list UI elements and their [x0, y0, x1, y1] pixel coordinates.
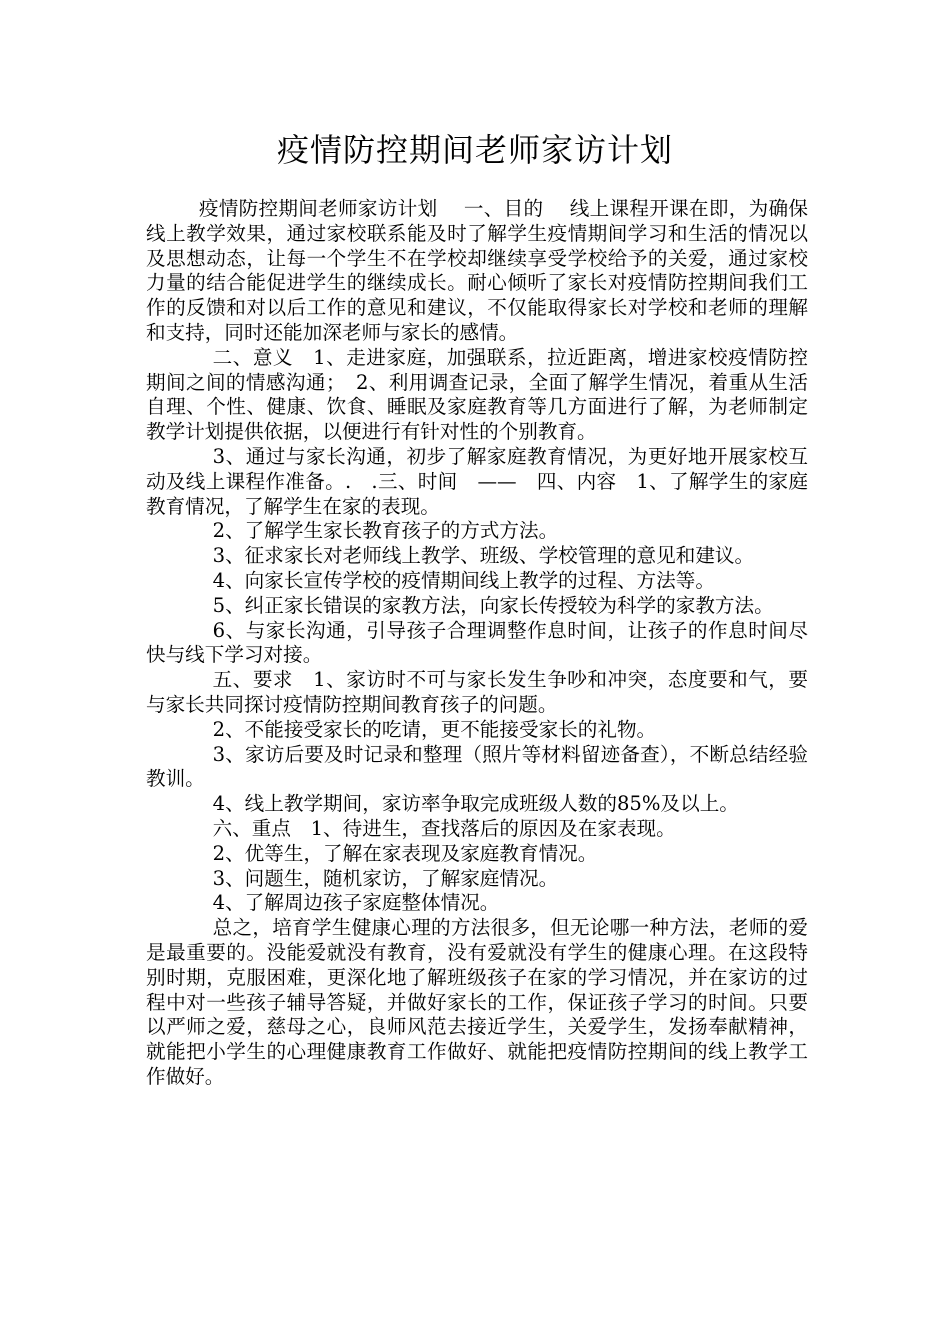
paragraph-focus-3: 3、问题生，随机家访，了解家庭情况。 [212, 866, 559, 890]
paragraph-focus-2: 2、优等生，了解在家表现及家庭教育情况。 [212, 841, 598, 865]
document-title: 疫情防控期间老师家访计划 [276, 131, 673, 169]
paragraph-requirement-3: 3、家访后要及时记录和整理（照片等材料留迹备查），不断总结经验教训。 [146, 742, 808, 791]
paragraph-significance: 二、意义 1、走进家庭，加强联系，拉近距离，增进家校疫情防控期间之间的情感沟通； 2、利用调查记录，全面了解学生情况，着重从生活自理、个性、健康、饮食、睡眠及家庭教育等几方面进行了解，为老师制定教学计划提供依据，以便进行有针对性的个别教育。 [146, 345, 808, 444]
paragraph-requirement-4: 4、线上教学期间，家访率争取完成班级人数的85%及以上。 [212, 792, 739, 816]
paragraph-time-content: 3、通过与家长沟通，初步了解家庭教育情况，为更好地开展家校互动及线上课程作准备。. .三、时间 —— 四、内容 1、了解学生的家庭教育情况，了解学生在家的表现。 [146, 444, 808, 518]
paragraph-content-3: 3、征求家长对老师线上教学、班级、学校管理的意见和建议。 [212, 544, 755, 568]
paragraph-focus: 六、重点 1、待进生，查找落后的原因及在家表现。 [212, 816, 676, 840]
paragraph-content-2: 2、了解学生家长教育孩子的方式方法。 [212, 519, 559, 543]
paragraph-content-6: 6、与家长沟通，引导孩子合理调整作息时间，让孩子的作息时间尽快与线下学习对接。 [146, 618, 808, 667]
paragraph-conclusion: 总之，培育学生健康心理的方法很多，但无论哪一种方法，老师的爱是最重要的。没能爱就没有教育，没有爱就没有学生的健康心理。在这段特别时期，克服困难，更深化地了解班级孩子在家的学习情况，并在家访的过程中对一些孩子辅导答疑，并做好家长的工作，保证孩子学习的时间。只要以严师之爱，慈母之心，良师风范去接近学生，关爱学生，发扬奉献精神，就能把小学生的心理健康教育工作做好、就能把疫情防控期间的线上教学工作做好。 [146, 916, 808, 1088]
paragraph-content-5: 5、纠正家长错误的家教方法，向家长传授较为科学的家教方法。 [212, 593, 774, 617]
document-body [146, 197, 808, 1090]
paragraph-requirement-2: 2、不能接受家长的吃请，更不能接受家长的礼物。 [212, 717, 657, 741]
paragraph-purpose: 疫情防控期间老师家访计划 一、目的 线上课程开课在即，为确保线上教学效果，通过家校联系能及时了解学生疫情期间学习和生活的情况以及思想动态，让每一个学生不在学校却继续享受学校给予的关爱，通过家校力量的结合能促进学生的继续成长。耐心倾听了家长对疫情防控期间我们工作的反馈和对以后工作的意见和建议，不仅能取得家长对学校和老师的理解和支持，同时还能加深老师与家长的感情。 [146, 197, 808, 344]
paragraph-requirements: 五、要求 1、家访时不可与家长发生争吵和冲突，态度要和气，要与家长共同探讨疫情防控期间教育孩子的问题。 [146, 668, 808, 716]
paragraph-content-4: 4、向家长宣传学校的疫情期间线上教学的过程、方法等。 [212, 568, 715, 592]
paragraph-focus-4: 4、了解周边孩子家庭整体情况。 [212, 891, 500, 915]
